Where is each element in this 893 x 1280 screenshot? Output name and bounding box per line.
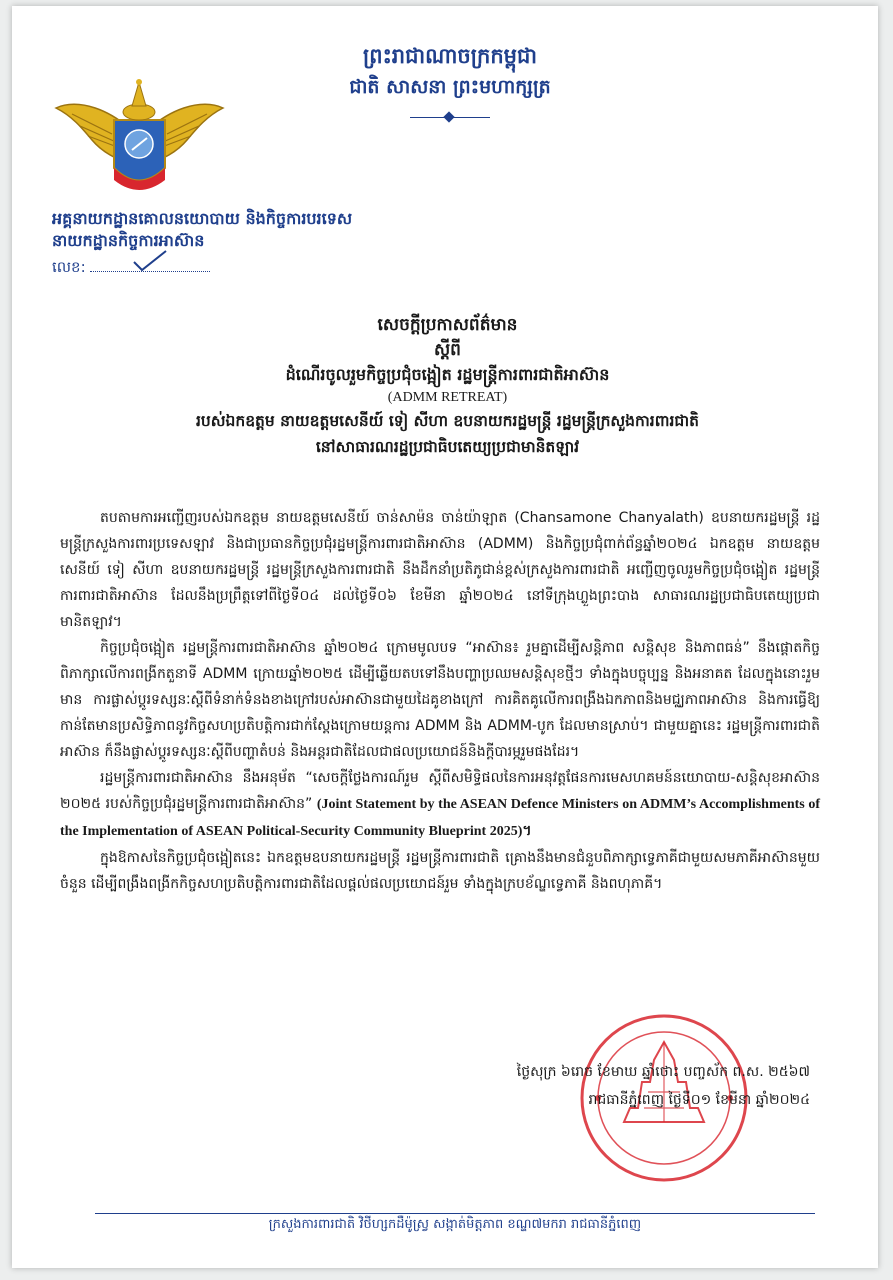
footer-divider bbox=[95, 1213, 815, 1214]
kingdom-header bbox=[300, 40, 600, 122]
national-motto: ជាតិ សាសនា ព្រះមហាក្សត្រ bbox=[349, 76, 551, 98]
kingdom-title: ព្រះរាជាណាចក្រកម្ពុជា bbox=[362, 44, 537, 68]
document-body bbox=[60, 505, 820, 897]
date-block bbox=[430, 1058, 810, 1114]
paragraph-2: កិច្ចប្រជុំចង្អៀត រដ្ឋមន្ត្រីការពារជាតិអាស៊ាន ឆ្នាំ២០២៤ ក្រោមមូលបទ “អាស៊ាន៖ រួមគ្នាដើម្បីសន្តិភាព សន្តិសុខ និងភាពធន់” នឹងផ្តោតកិច្ចពិភាក្សាលើការពង្រីកតួនាទី ADMM ក្រោយឆ្នាំ២០២៥ ដើម្បីឆ្លើយតបទៅនឹងបញ្ហាប្រឈមសន្តិសុខថ្មីៗ ទាំងក្នុងបច្ចុប្បន្ន និងអនាគត ដែលក្នុងនោះរួមមាន ការផ្លាស់ប្តូរទស្សនៈស្តីពីទំនាក់ទំនងខាងក្រៅរបស់អាស៊ានជាមួយដៃគូខាងក្រៅ ការគិតគូលើការពង្រឹងឯកភាពនិងមជ្ឈភាពអាស៊ាន និងការធ្វើឱ្យកាន់តែមានប្រសិទ្ធិភាពនូវកិច្ចសហប្រតិបត្តិការជាក់ស្តែងក្រោមយន្តការ ADMM និង ADMM-បូក ដែលមានស្រាប់។ ជាមួយគ្នានេះ រដ្ឋមន្ត្រីការពារជាតិអាស៊ាន ក៏នឹងផ្លាស់ប្តូរទស្សនៈស្តីពីបញ្ហាតំបន់ និងអន្តរជាតិដែលជាផលប្រយោជន៍និងក្តីបារម្ភរួមផងដែរ។ bbox=[60, 640, 820, 760]
ornament-divider bbox=[410, 112, 490, 122]
heading-admm-retreat: (ADMM RETREAT) bbox=[387, 390, 508, 405]
paragraph-3-khmer: រដ្ឋមន្ត្រីការពារជាតិអាស៊ាន នឹងអនុម័ត “សេចក្តីថ្លែងការណ៍រួម ស្តីពីសមិទ្ធិផលនៃការអនុវត្តផែនការមេសហគមន៍នយោបាយ-សន្តិសុខអាស៊ាន ២០២៥ របស់កិច្ចប្រជុំរដ្ឋមន្ត្រីការពារជាតិអាស៊ាន” bbox=[60, 770, 820, 812]
solar-date: រាជធានីភ្នំពេញ ថ្ងៃទី០១ ខែមីនា ឆ្នាំ២០២៤ bbox=[588, 1092, 810, 1108]
department-line-asean: នាយកដ្ឋានកិច្ចការអាស៊ាន bbox=[52, 231, 205, 250]
paragraph-3-english: (Joint Statement by the ASEAN Defence Ministers on ADMM’s Accomplishments of the Implementation of ASEAN Political-Security Community Blueprint 2025)។ bbox=[60, 797, 821, 839]
paragraph-3 bbox=[60, 765, 820, 845]
heading-about: ស្តីពី bbox=[434, 340, 461, 360]
paragraph-4: ក្នុងឱកាសនៃកិច្ចប្រជុំចង្អៀតនេះ ឯកឧត្តមឧបនាយករដ្ឋមន្ត្រី រដ្ឋមន្ត្រីការពារជាតិ គ្រោងនឹងមានជំនួបពិភាក្សាទ្វេភាគីជាមួយសមភាគីអាស៊ានមួយចំនួន ដើម្បីពង្រឹងពង្រីកកិច្ចសហប្រតិបត្តិការពារជាតិដែលផ្តល់ផលប្រយោជន៍រួម ទាំងក្នុងក្របខ័ណ្ឌទ្វេភាគី និងពហុភាគី។ bbox=[60, 850, 820, 892]
heading-location: នៅសាធារណរដ្ឋប្រជាធិបតេយ្យប្រជាមានិតឡាវ bbox=[315, 438, 580, 456]
heading-press-release: សេចក្តីប្រកាសព័ត៌មាន bbox=[377, 315, 518, 335]
footer-address: ក្រសួងការពារជាតិ វិថីហ្សកដឺម៉ូស្រ្វ សង្កាត់មិត្តភាព ខណ្ឌ៧មករា រាជធានីភ្នំពេញ bbox=[268, 1217, 642, 1232]
ministry-emblem-icon bbox=[52, 68, 227, 203]
document-heading bbox=[90, 312, 805, 460]
reference-label: លេខ: bbox=[52, 258, 86, 276]
paragraph-1: តបតាមការអញ្ជើញរបស់ឯកឧត្តម នាយឧត្តមសេនីយ៍ ចាន់សាម៉ន ចាន់យ៉ាឡាត (Chansamone Chanyalath) ឧបនាយករដ្ឋមន្ត្រី រដ្ឋមន្ត្រីក្រសួងការពារប្រទេសឡាវ និងជាប្រធានកិច្ចប្រជុំរដ្ឋមន្ត្រីការពារជាតិអាស៊ាន (ADMM) និងកិច្ចប្រជុំពាក់ព័ន្ធឆ្នាំ២០២៤ ឯកឧត្តម នាយឧត្តមសេនីយ៍ ទៀ សីហា ឧបនាយករដ្ឋមន្ត្រី រដ្ឋមន្ត្រីក្រសួងការពារជាតិ នឹងដឹកនាំប្រតិភូជាន់ខ្ពស់ក្រសួងការពារជាតិ អញ្ជើញចូលរួមកិច្ចប្រជុំចង្អៀត រដ្ឋមន្ត្រីការពារជាតិអាស៊ាន ដែលនឹងប្រព្រឹត្តទៅពីថ្ងៃទី០៤ ដល់ថ្ងៃទី០៦ ខែមីនា ឆ្នាំ២០២៤ នៅទីក្រុងហ្លួងព្រះបាង សាធារណរដ្ឋប្រជាធិបតេយ្យប្រជាមានិតឡាវ។ bbox=[60, 510, 820, 630]
checkmark-icon bbox=[130, 248, 170, 274]
issuing-department bbox=[52, 208, 352, 252]
department-line-general: អគ្គនាយកដ្ឋានគោលនយោបាយ និងកិច្ចការបរទេស bbox=[52, 209, 353, 228]
heading-subject: ដំណើរចូលរួមកិច្ចប្រជុំចង្អៀត រដ្ឋមន្ត្រីការពារជាតិអាស៊ាន bbox=[285, 365, 610, 384]
heading-minister: របស់ឯកឧត្តម នាយឧត្តមសេនីយ៍ ទៀ សីហា ឧបនាយករដ្ឋមន្ត្រី រដ្ឋមន្ត្រីក្រសួងការពារជាតិ bbox=[196, 412, 699, 430]
lunar-date: ថ្ងៃសុក្រ ៦រោច ខែមាឃ ឆ្នាំថោះ បញ្ចស័ក ព.ស. ២៥៦៧ bbox=[516, 1064, 810, 1080]
